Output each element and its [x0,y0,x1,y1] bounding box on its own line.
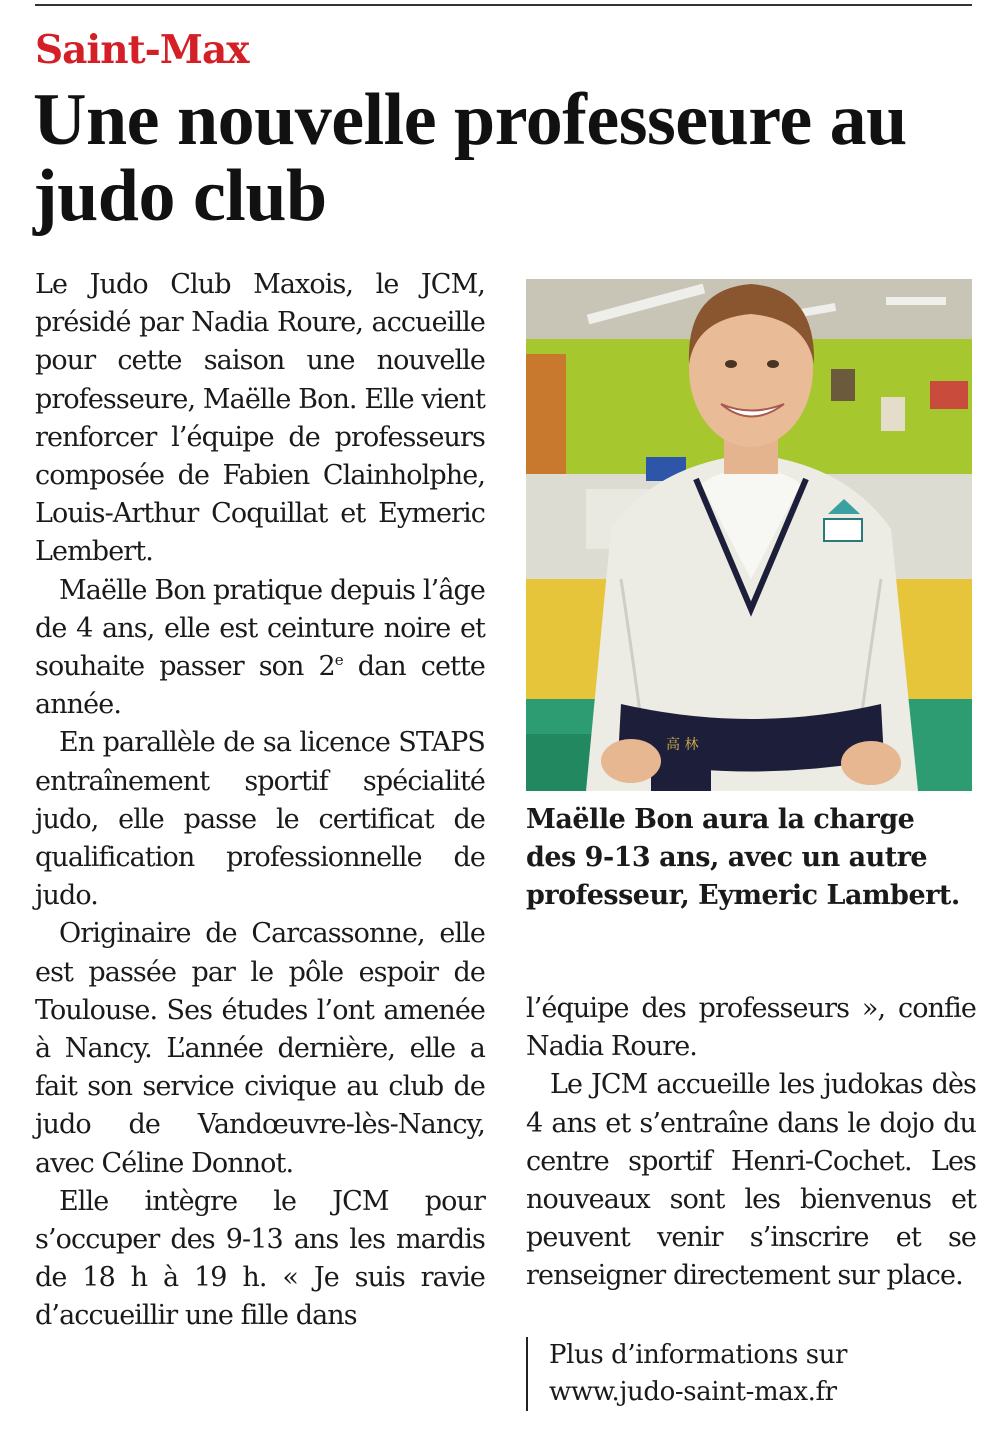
info-box [526,1337,989,1411]
photo-caption: Maëlle Bon aura la charge des 9-13 ans, avec un autre professeur, Eymeric Lambert. [526,804,960,911]
superscript-e: e [334,651,343,670]
belt-text: 高 林 [666,737,699,753]
paragraph-club-info: Le JCM accueille les judokas dès 4 ans et s’entraîne dans le dojo du centre sportif Henri-Cochet. Les nouveaux sont les bienvenus et peuvent venir s’inscrire et se renseigner directement sur place. [526,1069,976,1292]
headline: Une nouvelle professeure au judo club [33,79,907,237]
website-link[interactable]: www.judo-saint-max.fr [549,1377,837,1407]
paragraph-career-text: Maëlle Bon pratique depuis l’âge de 4 ans, elle est ceinture noire et souhaite passer son 2 [35,574,485,683]
article-photo [526,279,972,791]
paragraph-intro: Le Judo Club Maxois, le JCM, présidé par Nadia Roure, accueille pour cette saison une nouvelle professeure, Maëlle Bon. Elle vient renforcer l’équipe de professeurs composée de Fabien Clainholphe, Louis-Arthur Coquillat et Eymeric Lembert. [35,269,485,568]
section-kicker: Saint-Max [35,27,249,73]
photo-judoka-illustration [526,279,972,791]
article-left-column [35,266,485,1336]
paragraph-career-end: dan cette année. [35,651,485,721]
paragraph-origin: Originaire de Carcassonne, elle est passée par le pôle espoir de Toulouse. Ses études l’ont amenée à Nancy. L’année dernière, elle a fait son service civique au club de judo de Vandœuvre-lès-Nancy, avec Céline Donnot. [35,918,485,1179]
info-label: Plus d’informations sur [549,1340,848,1370]
paragraph-studies: En parallèle de sa licence STAPS entraînement sportif spécialité judo, elle passe le certificat de qualification professionnelle de judo. [35,727,485,912]
paragraph-role: Elle intègre le JCM pour s’occuper des 9-13 ans les mardis de 18 h à 19 h. « Je suis ravie d’accueillir une fille dans [35,1185,485,1332]
paragraph-quote-end: l’équipe des professeurs », confie Nadia Roure. [526,993,976,1063]
article-right-column [526,990,976,1296]
top-rule [35,4,972,6]
paragraph-career [35,572,485,725]
